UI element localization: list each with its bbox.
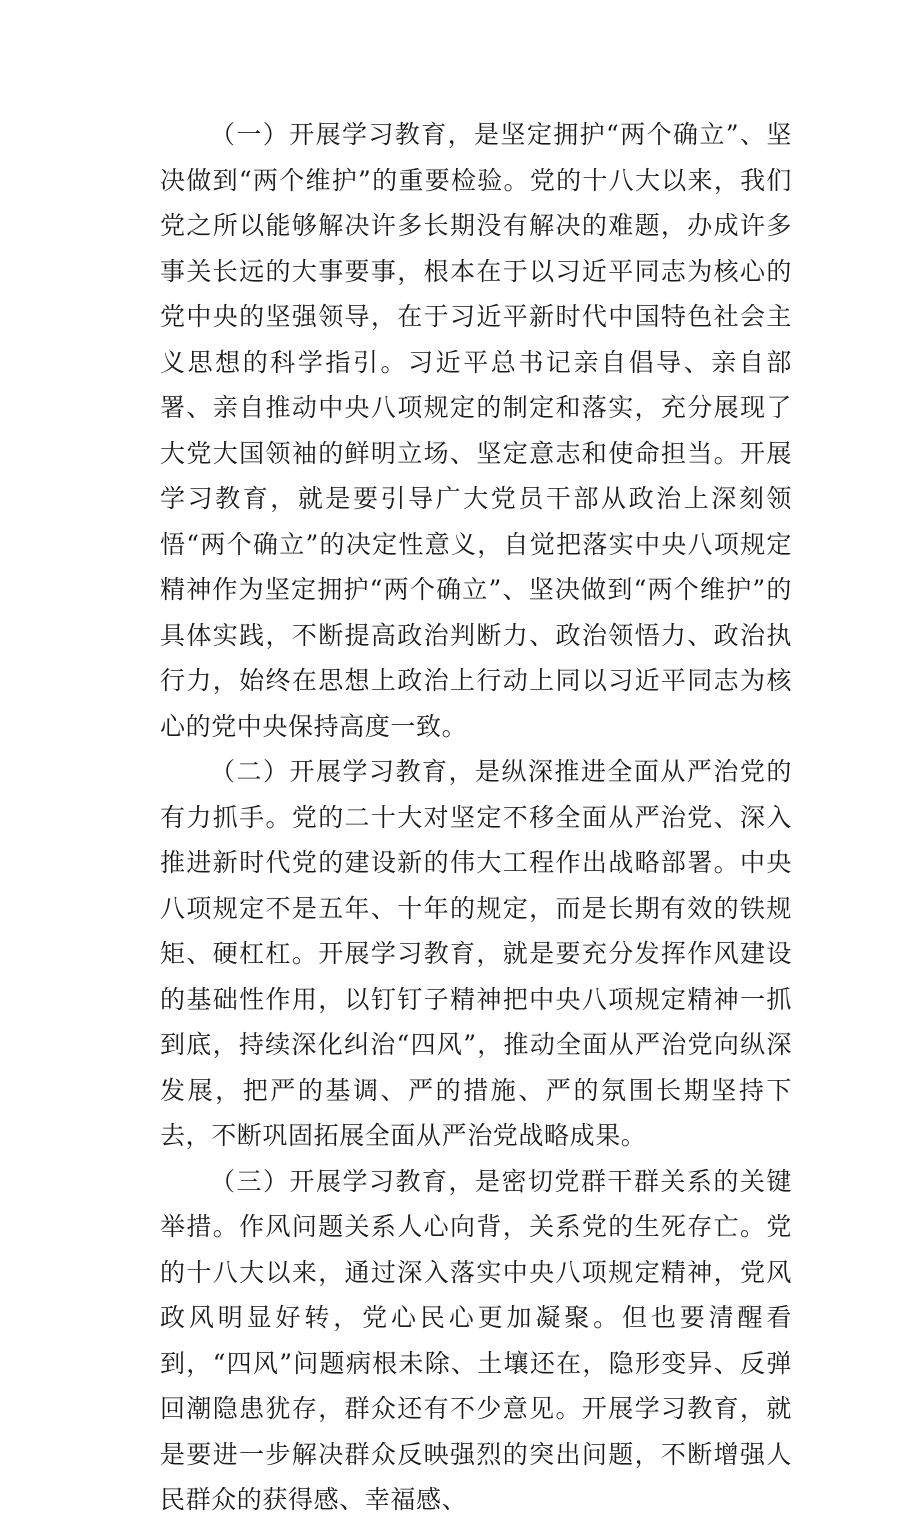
document-body [160,112,792,1523]
paragraph-1: （一）开展学习教育，是坚定拥护“两个确立”、坚决做到“两个维护”的重要检验。党的十八大以来，我们党之所以能够解决许多长期没有解决的难题，办成许多事关长远的大事要事，根本在于以习近平同志为核心的党中央的坚强领导，在于习近平新时代中国特色社会主义思想的科学指引。习近平总书记亲自倡导、亲自部署、亲自推动中央八项规定的制定和落实，充分展现了大党大国领袖的鲜明立场、坚定意志和使命担当。开展学习教育，就是要引导广大党员干部从政治上深刻领悟“两个确立”的决定性意义，自觉把落实中央八项规定精神作为坚定拥护“两个确立”、坚决做到“两个维护”的具体实践，不断提高政治判断力、政治领悟力、政治执行力，始终在思想上政治上行动上同以习近平同志为核心的党中央保持高度一致。 [160,120,792,741]
paragraph-3: （三）开展学习教育，是密切党群干群关系的关键举措。作风问题关系人心向背，关系党的生死存亡。党的十八大以来，通过深入落实中央八项规定精神，党风政风明显好转，党心民心更加凝聚。但也要清醒看到，“四风”问题病根未除、土壤还在，隐形变异、反弹回潮隐患犹存，群众还有不少意见。开展学习教育，就是要进一步解决群众反映强烈的突出问题，不断增强人民群众的获得感、幸福感、 [160,1166,792,1514]
paragraph-2: （二）开展学习教育，是纵深推进全面从严治党的有力抓手。党的二十大对坚定不移全面从严治党、深入推进新时代党的建设新的伟大工程作出战略部署。中央八项规定不是五年、十年的规定，而是长期有效的铁规矩、硬杠杠。开展学习教育，就是要充分发挥作风建设的基础性作用，以钉钉子精神把中央八项规定精神一抓到底，持续深化纠治“四风”，推动全面从严治党向纵深发展，把严的基调、严的措施、严的氛围长期坚持下去，不断巩固拓展全面从严治党战略成果。 [160,757,792,1150]
